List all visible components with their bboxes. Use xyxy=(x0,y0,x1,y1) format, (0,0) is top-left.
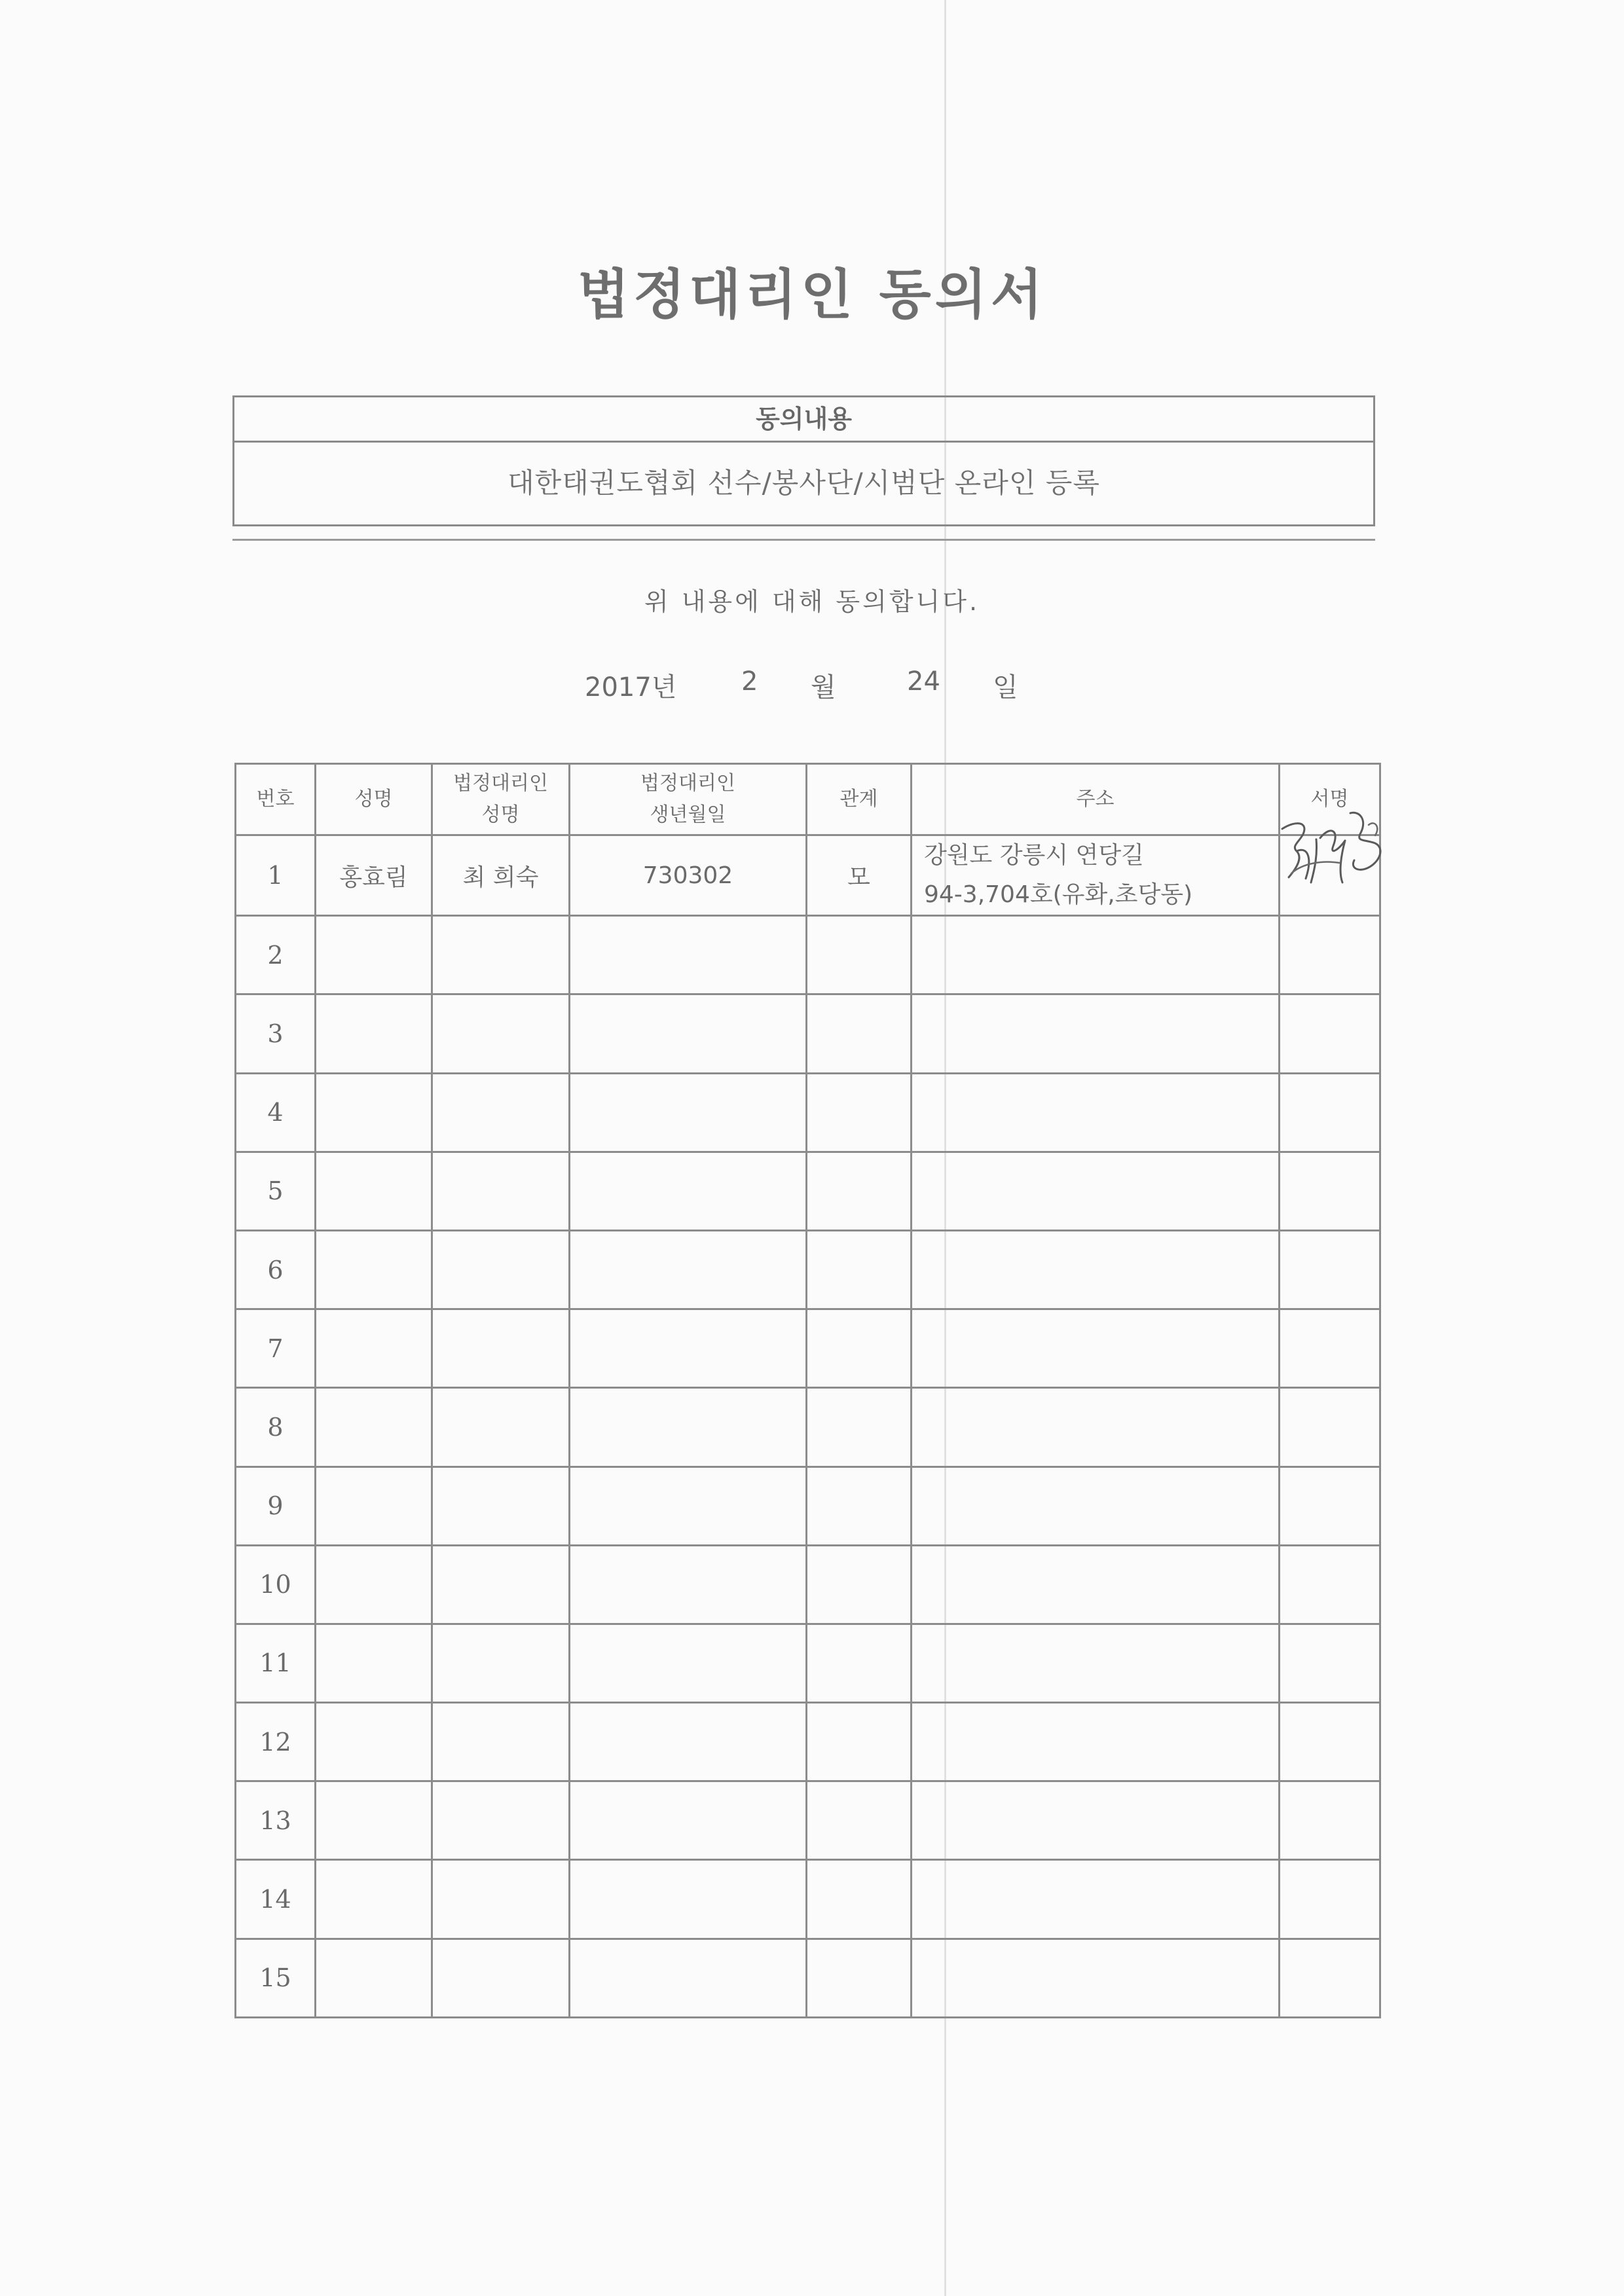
header-guardian-name xyxy=(432,764,570,835)
row-number: 14 xyxy=(236,1860,316,1939)
row-signature xyxy=(1280,1624,1380,1702)
header-guardian-birth-line2: 생년월일 xyxy=(650,803,726,826)
row-number: 13 xyxy=(236,1781,316,1860)
row-name xyxy=(316,1545,432,1624)
row-guardian-name xyxy=(432,1939,570,2017)
row-relation xyxy=(807,1545,912,1624)
row-relation xyxy=(807,1388,912,1467)
row-guardian-birth xyxy=(570,916,807,994)
row-guardian-birth xyxy=(570,1939,807,2017)
table-row xyxy=(236,1860,1380,1939)
table-row xyxy=(236,1939,1380,2017)
date-year: 2017년 xyxy=(585,672,677,702)
consent-content: 대한태권도협회 선수/봉사단/시범단 온라인 등록 xyxy=(507,467,1100,499)
row-relation xyxy=(807,1939,912,2017)
row-address xyxy=(912,1230,1280,1309)
table-row xyxy=(236,1624,1380,1702)
row-signature xyxy=(1280,1230,1380,1309)
row-guardian-birth xyxy=(570,1703,807,1781)
row-relation xyxy=(807,1703,912,1781)
row-guardian-birth xyxy=(570,1781,807,1860)
row-guardian-birth xyxy=(570,1860,807,1939)
row-number: 6 xyxy=(236,1230,316,1309)
consent-header: 동의내용 xyxy=(234,397,1373,443)
row-guardian-birth xyxy=(570,1467,807,1545)
row-signature xyxy=(1280,1309,1380,1388)
row-number: 2 xyxy=(236,916,316,994)
row-guardian-name xyxy=(432,1152,570,1230)
table-row xyxy=(236,1703,1380,1781)
row-signature xyxy=(1280,1860,1380,1939)
row-number: 10 xyxy=(236,1545,316,1624)
row-signature xyxy=(1280,994,1380,1073)
row-name xyxy=(316,1703,432,1781)
row-relation xyxy=(807,1152,912,1230)
header-signature: 서명 xyxy=(1280,764,1380,835)
row-relation xyxy=(807,994,912,1073)
table-header-row xyxy=(236,764,1380,835)
row-guardian-birth: 730302 xyxy=(570,835,807,916)
row-relation xyxy=(807,1624,912,1702)
header-guardian-name-line2: 성명 xyxy=(481,803,520,826)
row-name xyxy=(316,994,432,1073)
row-name xyxy=(316,1388,432,1467)
row-signature xyxy=(1280,1781,1380,1860)
row-address xyxy=(912,1073,1280,1152)
row-guardian-name xyxy=(432,1388,570,1467)
row-guardian-name xyxy=(432,1309,570,1388)
row-address xyxy=(912,1624,1280,1702)
row-address xyxy=(912,835,1280,916)
header-address: 주소 xyxy=(912,764,1280,835)
table-row xyxy=(236,994,1380,1073)
row-relation xyxy=(807,916,912,994)
table-row xyxy=(236,1781,1380,1860)
row-address xyxy=(912,1152,1280,1230)
date-day-unit: 일 xyxy=(993,672,1018,702)
header-name: 성명 xyxy=(316,764,432,835)
row-signature xyxy=(1280,1545,1380,1624)
row-address xyxy=(912,1309,1280,1388)
row-name xyxy=(316,1230,432,1309)
table-row xyxy=(236,1545,1380,1624)
header-number: 번호 xyxy=(236,764,316,835)
row-address xyxy=(912,994,1280,1073)
table-row xyxy=(236,1230,1380,1309)
table-row xyxy=(236,1309,1380,1388)
row-number: 8 xyxy=(236,1388,316,1467)
row-name xyxy=(316,1152,432,1230)
agreement-text: 위 내용에 대해 동의합니다. xyxy=(644,587,980,616)
row-number: 7 xyxy=(236,1309,316,1388)
row-guardian-name xyxy=(432,1073,570,1152)
row-address xyxy=(912,1703,1280,1781)
row-signature xyxy=(1280,1467,1380,1545)
signature-icon xyxy=(1277,800,1388,905)
table-row xyxy=(236,1467,1380,1545)
row-signature xyxy=(1280,916,1380,994)
row-signature xyxy=(1280,1703,1380,1781)
row-name xyxy=(316,1309,432,1388)
row-relation xyxy=(807,1309,912,1388)
date-month: 2 xyxy=(741,666,758,697)
row-relation xyxy=(807,1073,912,1152)
divider xyxy=(232,539,1375,541)
row-address xyxy=(912,1388,1280,1467)
row-address xyxy=(912,916,1280,994)
row-name xyxy=(316,1860,432,1939)
header-guardian-birth xyxy=(570,764,807,835)
row-number: 5 xyxy=(236,1152,316,1230)
row-guardian-name xyxy=(432,994,570,1073)
row-address xyxy=(912,1860,1280,1939)
row-number: 9 xyxy=(236,1467,316,1545)
row-guardian-name xyxy=(432,1545,570,1624)
row-name xyxy=(316,1939,432,2017)
row-address-line2: 94-3,704호(유화,초당동) xyxy=(924,881,1193,909)
row-name xyxy=(316,1073,432,1152)
row-relation xyxy=(807,1467,912,1545)
table-row xyxy=(236,916,1380,994)
row-address-line1: 강원도 강릉시 연당길 xyxy=(924,842,1144,869)
date-day: 24 xyxy=(907,666,940,697)
row-signature xyxy=(1280,1388,1380,1467)
table-row xyxy=(236,1152,1380,1230)
row-guardian-name xyxy=(432,1230,570,1309)
row-name xyxy=(316,916,432,994)
row-address xyxy=(912,1545,1280,1624)
row-number: 1 xyxy=(236,835,316,916)
row-guardian-birth xyxy=(570,1388,807,1467)
row-relation: 모 xyxy=(807,835,912,916)
row-guardian-name: 최 희숙 xyxy=(432,835,570,916)
row-relation xyxy=(807,1230,912,1309)
row-guardian-birth xyxy=(570,994,807,1073)
row-guardian-name xyxy=(432,1860,570,1939)
row-guardian-name xyxy=(432,916,570,994)
row-relation xyxy=(807,1860,912,1939)
row-guardian-birth xyxy=(570,1152,807,1230)
header-relation: 관계 xyxy=(807,764,912,835)
row-address xyxy=(912,1781,1280,1860)
table-row xyxy=(236,1073,1380,1152)
row-guardian-name xyxy=(432,1703,570,1781)
row-name xyxy=(316,1467,432,1545)
row-guardian-birth xyxy=(570,1545,807,1624)
row-signature xyxy=(1280,1152,1380,1230)
header-guardian-name-line1: 법정대리인 xyxy=(453,772,548,795)
row-signature xyxy=(1280,1939,1380,2017)
row-relation xyxy=(807,1781,912,1860)
header-guardian-birth-line1: 법정대리인 xyxy=(640,772,735,795)
row-guardian-birth xyxy=(570,1073,807,1152)
row-guardian-birth xyxy=(570,1624,807,1702)
row-guardian-birth xyxy=(570,1230,807,1309)
row-signature xyxy=(1280,1073,1380,1152)
row-name xyxy=(316,1781,432,1860)
row-number: 11 xyxy=(236,1624,316,1702)
row-address xyxy=(912,1939,1280,2017)
row-guardian-name xyxy=(432,1781,570,1860)
document-title: 법정대리인 동의서 xyxy=(577,264,1047,326)
table-row xyxy=(236,835,1380,916)
row-name: 홍효림 xyxy=(316,835,432,916)
row-name xyxy=(316,1624,432,1702)
consent-box xyxy=(232,395,1375,526)
guardian-table xyxy=(234,763,1381,2018)
row-guardian-birth xyxy=(570,1309,807,1388)
table-row xyxy=(236,1388,1380,1467)
row-guardian-name xyxy=(432,1624,570,1702)
row-number: 4 xyxy=(236,1073,316,1152)
row-number: 3 xyxy=(236,994,316,1073)
row-number: 12 xyxy=(236,1703,316,1781)
date-month-unit: 월 xyxy=(811,672,836,702)
row-address xyxy=(912,1467,1280,1545)
row-number: 15 xyxy=(236,1939,316,2017)
row-guardian-name xyxy=(432,1467,570,1545)
